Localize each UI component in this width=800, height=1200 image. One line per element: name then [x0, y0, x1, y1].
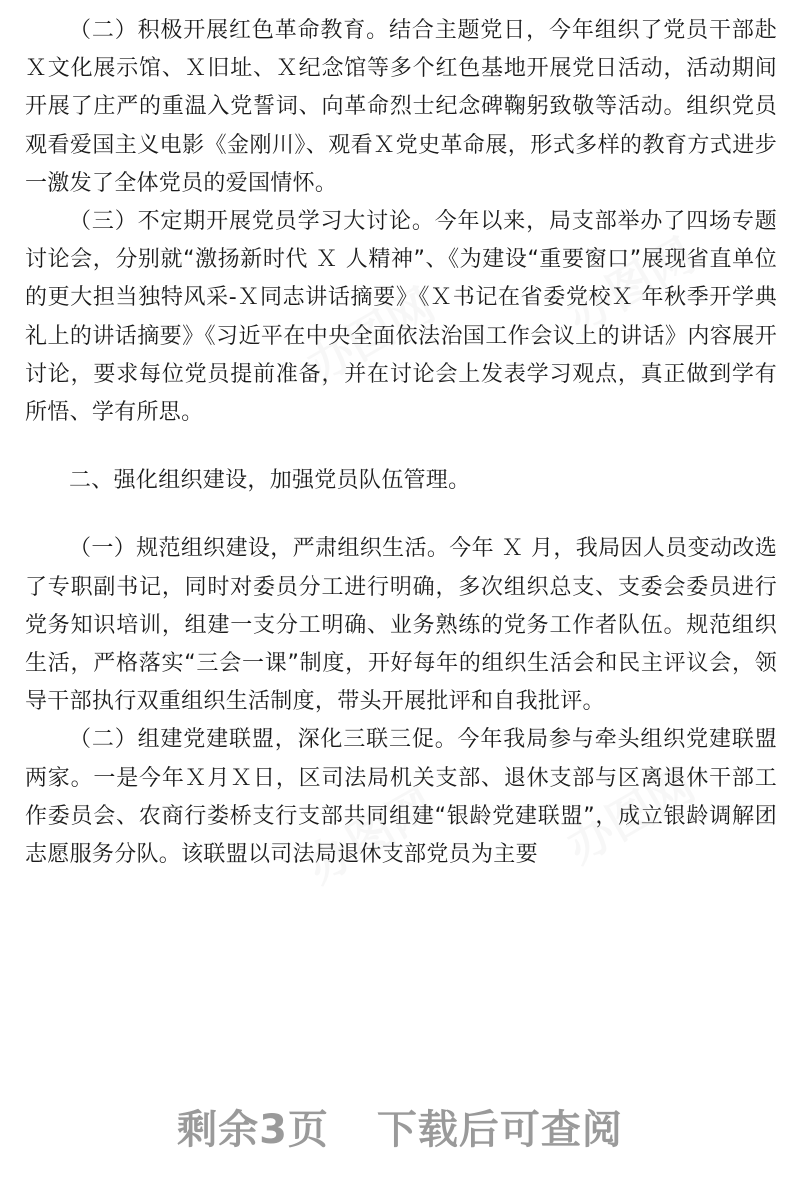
spacer — [25, 500, 777, 530]
spacer — [25, 432, 777, 462]
section-heading: 二、强化组织建设，加强党员队伍管理。 — [69, 468, 471, 494]
paragraph-organization: （一）规范组织建设，严肃组织生活。今年 Ｘ 月，我局因人员变动改选了专职副书记，同时对委员分工进行明确，多次组织总支、支委会委员进行党务知识培训，组建一支分工明确、业务熟练的党务工作者队伍。规范组织生活，严格落实“三会一课”制度，开好每年的组织生活会和民主评议会，领导干部执行双重组织生活制度，带头开展批评和自我批评。 — [25, 536, 777, 715]
paragraph-alliance: （二）组建党建联盟，深化三联三促。今年我局参与牵头组织党建联盟两家。一是今年Ｘ月Ｘ日，区司法局机关支部、退休支部与区离退休干部工作委员会、农商行娄桥支行支部共同组建“银龄党建联盟”，成立银龄调解团志愿服务分队。该联盟以司法局退休支部党员为主要 — [25, 727, 777, 868]
document-body — [25, 12, 777, 874]
watermark: 办图网 — [557, 227, 704, 344]
download-banner[interactable] — [0, 1098, 800, 1155]
remaining-pages-label: 剩余3页 — [177, 1107, 329, 1153]
watermark: 办图网 — [297, 277, 444, 394]
paragraph-study-discussion: （三）不定期开展党员学习大讨论。今年以来，局支部举办了四场专题讨论会，分别就“激扬新时代 Ｘ 人精神”、《为建设“重要窗口”展现省直单位的更大担当独特风采-Ｘ同志讲话摘要》《Ｘ书记在省委党校Ｘ 年秋季开学典礼上的讲话摘要》《习近平在中央全面依法治国工作会议上的讲话》内容展开讨论，要求每位党员提前准备，并在讨论会上发表学习观点，真正做到学有所悟、学有所思。 — [25, 209, 777, 426]
watermark: 办图网 — [297, 777, 444, 894]
download-to-view-label: 下载后可查阅 — [376, 1107, 623, 1153]
paragraph-red-education: （二）积极开展红色革命教育。结合主题党日，今年组织了党员干部赴Ｘ文化展示馆、Ｘ旧址、Ｘ纪念馆等多个红色基地开展党日活动，活动期间开展了庄严的重温入党誓词、向革命烈士纪念碑鞠躬致敬等活动。组织党员观看爱国主义电影《金刚川》、观看Ｘ党史革命展，形式多样的教育方式进步一激发了全体党员的爱国情怀。 — [25, 18, 777, 196]
watermark: 办图网 — [557, 757, 704, 874]
